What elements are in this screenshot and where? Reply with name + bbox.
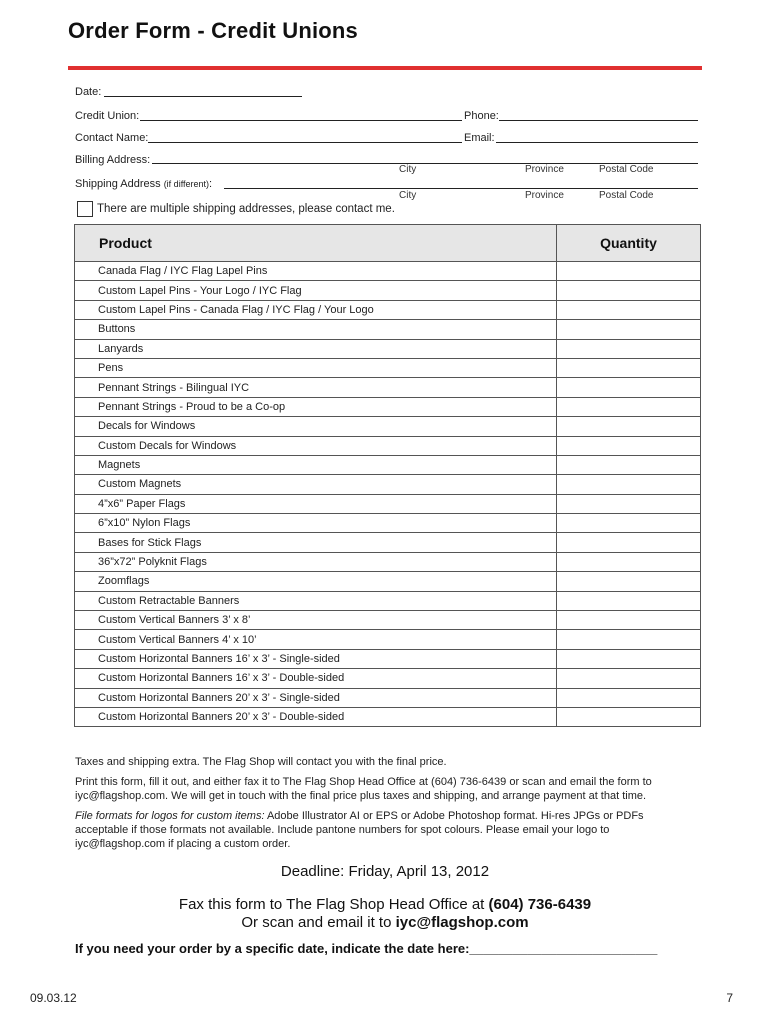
quantity-cell[interactable] xyxy=(557,649,701,668)
product-name: Magnets xyxy=(75,455,557,474)
page-title: Order Form - Credit Unions xyxy=(68,18,358,43)
product-name: Custom Horizontal Banners 20’ x 3’ - Double-sided xyxy=(75,707,557,726)
quantity-cell[interactable] xyxy=(557,281,701,300)
quantity-cell[interactable] xyxy=(557,552,701,571)
product-name: Custom Horizontal Banners 20’ x 3’ - Single-sided xyxy=(75,688,557,707)
product-name: Zoomflags xyxy=(75,572,557,591)
table-row xyxy=(75,320,701,339)
date-label: Date: xyxy=(75,86,102,98)
product-name: Custom Horizontal Banners 16’ x 3’ - Double-sided xyxy=(75,669,557,688)
phone-label: Phone: xyxy=(464,110,499,122)
product-name: Custom Magnets xyxy=(75,475,557,494)
footer-date: 09.03.12 xyxy=(30,991,77,1005)
quantity-cell[interactable] xyxy=(557,688,701,707)
quantity-cell[interactable] xyxy=(557,533,701,552)
file-formats-heading: File formats for logos for custom items: xyxy=(75,810,265,822)
quantity-cell[interactable] xyxy=(557,339,701,358)
taxes-note: Taxes and shipping extra. The Flag Shop will contact you with the final price. xyxy=(75,756,447,768)
quantity-cell[interactable] xyxy=(557,494,701,513)
product-name: Pens xyxy=(75,358,557,377)
table-row xyxy=(75,572,701,591)
product-name: Lanyards xyxy=(75,339,557,358)
phone-field[interactable] xyxy=(499,120,698,121)
product-name: Custom Retractable Banners xyxy=(75,591,557,610)
table-row xyxy=(75,378,701,397)
table-row xyxy=(75,455,701,474)
table-row xyxy=(75,262,701,281)
product-name: Canada Flag / IYC Flag Lapel Pins xyxy=(75,262,557,281)
quantity-cell[interactable] xyxy=(557,707,701,726)
file-formats-note xyxy=(75,809,685,851)
table-row xyxy=(75,611,701,630)
quantity-cell[interactable] xyxy=(557,320,701,339)
shipping-address-field[interactable] xyxy=(224,188,698,189)
credit-union-label: Credit Union: xyxy=(75,110,140,122)
billing-province-label: Province xyxy=(525,164,564,175)
quantity-cell[interactable] xyxy=(557,397,701,416)
deadline: Deadline: Friday, April 13, 2012 xyxy=(280,863,490,880)
table-row xyxy=(75,552,701,571)
table-row xyxy=(75,630,701,649)
shipping-address-label xyxy=(75,178,212,190)
product-name: Pennant Strings - Bilingual IYC xyxy=(75,378,557,397)
quantity-cell[interactable] xyxy=(557,669,701,688)
fax-instructions xyxy=(0,896,770,932)
table-row xyxy=(75,514,701,533)
quantity-cell[interactable] xyxy=(557,378,701,397)
print-instructions xyxy=(75,775,685,803)
print-instructions-line-1: Print this form, fill it out, and either fax it to The Flag Shop Head Office at (604) 736-6439 or scan and email the form to xyxy=(75,776,652,788)
quantity-cell[interactable] xyxy=(557,417,701,436)
credit-union-field[interactable] xyxy=(140,120,462,121)
table-row xyxy=(75,300,701,319)
fax-line xyxy=(0,896,770,914)
billing-city-label: City xyxy=(399,164,417,175)
table-row xyxy=(75,475,701,494)
specific-date-prompt: If you need your order by a specific date, indicate the date here:__________________________ xyxy=(75,941,658,956)
quantity-cell[interactable] xyxy=(557,514,701,533)
quantity-header: Quantity xyxy=(557,225,701,262)
table-row xyxy=(75,358,701,377)
multiple-shipping-label: There are multiple shipping addresses, please contact me. xyxy=(97,203,395,215)
date-field[interactable] xyxy=(104,96,302,97)
product-name: Custom Lapel Pins - Your Logo / IYC Flag xyxy=(75,281,557,300)
table-row xyxy=(75,591,701,610)
fax-number: (604) 736-6439 xyxy=(488,896,592,913)
file-formats-line-3: iyc@flagshop.com if placing a custom order. xyxy=(75,838,291,850)
quantity-cell[interactable] xyxy=(557,455,701,474)
print-instructions-line-2: iyc@flagshop.com. We will get in touch with the final price plus taxes and shipping, and arrange payment at that time. xyxy=(75,790,647,802)
table-row xyxy=(75,494,701,513)
table-row xyxy=(75,533,701,552)
title-divider xyxy=(68,66,702,70)
product-name: Custom Vertical Banners 3’ x 8’ xyxy=(75,611,557,630)
product-name: 4”x6” Paper Flags xyxy=(75,494,557,513)
quantity-cell[interactable] xyxy=(557,572,701,591)
product-name: Custom Vertical Banners 4’ x 10’ xyxy=(75,630,557,649)
product-name: 6”x10” Nylon Flags xyxy=(75,514,557,533)
quantity-cell[interactable] xyxy=(557,358,701,377)
scan-email: iyc@flagshop.com xyxy=(395,914,529,931)
product-name: Decals for Windows xyxy=(75,417,557,436)
shipping-colon: : xyxy=(209,178,213,190)
table-row xyxy=(75,669,701,688)
shipping-address-text: Shipping Address xyxy=(75,178,161,190)
table-row xyxy=(75,417,701,436)
shipping-postal-code-label: Postal Code xyxy=(599,190,654,201)
quantity-cell[interactable] xyxy=(557,630,701,649)
contact-name-label: Contact Name: xyxy=(75,132,149,144)
table-row xyxy=(75,649,701,668)
table-row xyxy=(75,339,701,358)
shipping-if-different: (if different) xyxy=(163,179,210,189)
product-table xyxy=(74,224,701,727)
multiple-shipping-checkbox[interactable] xyxy=(77,201,93,217)
shipping-city-label: City xyxy=(399,190,417,201)
quantity-cell[interactable] xyxy=(557,611,701,630)
email-label: Email: xyxy=(464,132,495,144)
product-name: Bases for Stick Flags xyxy=(75,533,557,552)
scan-line xyxy=(0,914,770,932)
product-name: Custom Lapel Pins - Canada Flag / IYC Flag / Your Logo xyxy=(75,300,557,319)
quantity-cell[interactable] xyxy=(557,475,701,494)
shipping-province-label: Province xyxy=(525,190,564,201)
table-row xyxy=(75,397,701,416)
product-name: 36”x72” Polyknit Flags xyxy=(75,552,557,571)
table-row xyxy=(75,436,701,455)
billing-postal-code-label: Postal Code xyxy=(599,164,654,175)
email-field[interactable] xyxy=(496,142,698,143)
table-row xyxy=(75,688,701,707)
file-formats-line-1 xyxy=(75,809,685,823)
quantity-cell[interactable] xyxy=(557,591,701,610)
table-header-row xyxy=(75,225,701,262)
fax-prefix: Fax this form to The Flag Shop Head Office at xyxy=(178,896,489,913)
product-name: Custom Decals for Windows xyxy=(75,436,557,455)
table-row xyxy=(75,707,701,726)
quantity-cell[interactable] xyxy=(557,300,701,319)
billing-address-label: Billing Address: xyxy=(75,154,151,166)
product-name: Pennant Strings - Proud to be a Co-op xyxy=(75,397,557,416)
file-formats-line-1-rest: Adobe Illustrator AI or EPS or Adobe Photoshop format. Hi-res JPGs or PDFs xyxy=(264,810,644,822)
quantity-cell[interactable] xyxy=(557,262,701,281)
scan-prefix: Or scan and email it to xyxy=(241,914,396,931)
product-name: Buttons xyxy=(75,320,557,339)
table-row xyxy=(75,281,701,300)
contact-name-field[interactable] xyxy=(148,142,462,143)
product-header: Product xyxy=(75,225,557,262)
product-name: Custom Horizontal Banners 16’ x 3’ - Single-sided xyxy=(75,649,557,668)
quantity-cell[interactable] xyxy=(557,436,701,455)
file-formats-line-2: acceptable if those formats not available. Include pantone numbers for spot colours. Please email your logo to xyxy=(75,824,610,836)
page-number: 7 xyxy=(726,991,733,1005)
